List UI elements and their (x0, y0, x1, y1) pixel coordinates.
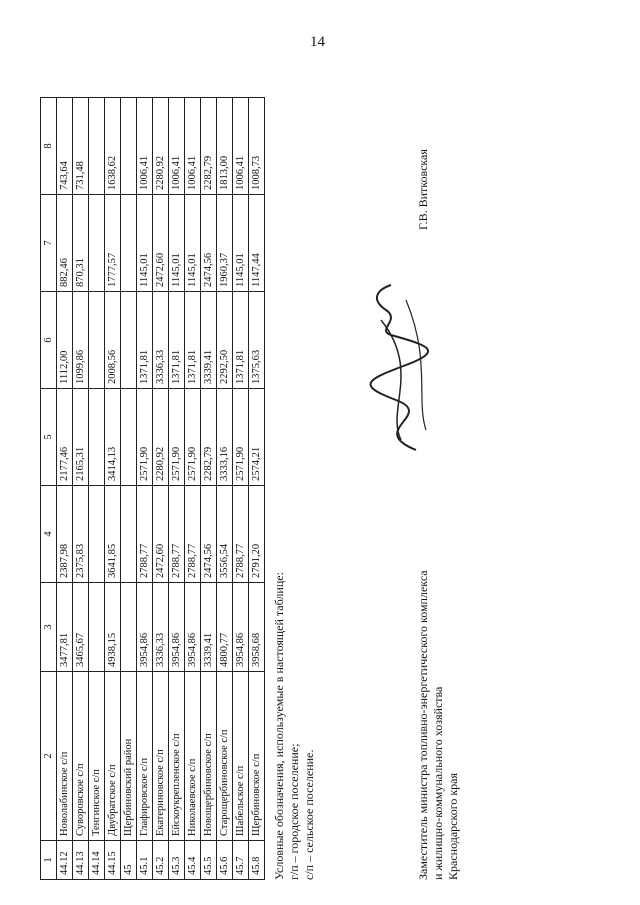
table-cell: 2571,90 (233, 389, 249, 486)
table-row (217, 98, 233, 880)
table-cell: 3954,86 (233, 583, 249, 672)
table-cell: 1371,81 (169, 292, 185, 389)
table-cell: 1371,81 (185, 292, 201, 389)
table-cell: 3954,86 (185, 583, 201, 672)
table-cell: 882,46 (57, 195, 73, 292)
signatory-position: Заместитель министра топливно-энергетического комплекса (416, 570, 430, 880)
table-cell: 1008,73 (249, 98, 265, 195)
table-cell: 45.5 (201, 841, 217, 880)
table-cell: 2474,56 (201, 195, 217, 292)
table-cell (89, 292, 105, 389)
table-cell: 1371,81 (137, 292, 153, 389)
table-cell: 2375,83 (73, 486, 89, 583)
table-cell: 1777,57 (105, 195, 121, 292)
table-row (121, 98, 137, 880)
table-cell: 3333,16 (217, 389, 233, 486)
table-cell: Щербиновский район (121, 672, 137, 841)
table-cell: 2165,31 (73, 389, 89, 486)
table-row (185, 98, 201, 880)
table-row (233, 98, 249, 880)
header-cell: 3 (41, 583, 57, 672)
header-cell: 5 (41, 389, 57, 486)
table-cell: 1006,41 (185, 98, 201, 195)
table-cell: Екатериновское с/п (153, 672, 169, 841)
table-cell: 45.3 (169, 841, 185, 880)
table-row (169, 98, 185, 880)
table-cell: Двубратское с/п (105, 672, 121, 841)
tariff-table (40, 97, 265, 880)
table-cell: 731,48 (73, 98, 89, 195)
table-row (105, 98, 121, 880)
table-cell: 2788,77 (169, 486, 185, 583)
table-cell: 4938,15 (105, 583, 121, 672)
table-cell: 2791,20 (249, 486, 265, 583)
table-row (89, 98, 105, 880)
table-cell: 1638,62 (105, 98, 121, 195)
table-cell: 2571,90 (137, 389, 153, 486)
table-cell: 45.1 (137, 841, 153, 880)
table-cell: 2788,77 (185, 486, 201, 583)
table-header-row (41, 98, 57, 880)
table-cell: 2571,90 (169, 389, 185, 486)
table-cell: 45.4 (185, 841, 201, 880)
header-cell: 7 (41, 195, 57, 292)
table-cell: 2472,60 (153, 486, 169, 583)
table-cell: 1145,01 (185, 195, 201, 292)
signatory-position: Краснодарского края (446, 772, 460, 880)
table-cell (89, 486, 105, 583)
table-cell (121, 583, 137, 672)
table-cell (121, 389, 137, 486)
table-cell: 1112,00 (57, 292, 73, 389)
header-cell: 1 (41, 841, 57, 880)
table-cell: 3414,13 (105, 389, 121, 486)
signatory-position: и жилищно-коммунального хозяйства (431, 686, 445, 880)
table-cell: 2788,77 (233, 486, 249, 583)
table-cell: 1813,00 (217, 98, 233, 195)
table-cell: 2280,92 (153, 389, 169, 486)
legend-line: с/п – сельское поселение. (302, 749, 316, 880)
table-cell: 44.12 (57, 841, 73, 880)
table-row (201, 98, 217, 880)
table-cell (89, 389, 105, 486)
table-cell: 3339,41 (201, 583, 217, 672)
table-cell: 3336,33 (153, 292, 169, 389)
table-cell: 1145,01 (137, 195, 153, 292)
table-cell: Глафировское с/п (137, 672, 153, 841)
table-cell: 1006,41 (137, 98, 153, 195)
table-cell: 4800,77 (217, 583, 233, 672)
table-cell: Новощербиновское с/п (201, 672, 217, 841)
table-cell: 2788,77 (137, 486, 153, 583)
table-row (153, 98, 169, 880)
table-cell: 2280,92 (153, 98, 169, 195)
table-cell: 3641,85 (105, 486, 121, 583)
table-cell: 44.14 (89, 841, 105, 880)
table-cell: Ейскоукрепленское с/п (169, 672, 185, 841)
legend-line: г/п – городское поселение; (287, 743, 301, 880)
table-cell (89, 583, 105, 672)
table-cell (121, 98, 137, 195)
table-cell: 1099,86 (73, 292, 89, 389)
table-cell (121, 486, 137, 583)
signature-block (416, 100, 461, 880)
header-cell: 6 (41, 292, 57, 389)
table-cell: 1147,44 (249, 195, 265, 292)
header-cell: 8 (41, 98, 57, 195)
table-cell (89, 195, 105, 292)
table-row (137, 98, 153, 880)
handwritten-signature (346, 280, 446, 460)
table-cell: 1145,01 (233, 195, 249, 292)
table-row (73, 98, 89, 880)
table-cell: 3336,33 (153, 583, 169, 672)
table-cell: 45.7 (233, 841, 249, 880)
table-cell: Новолабинское с/п (57, 672, 73, 841)
table-cell: 1371,81 (233, 292, 249, 389)
table-cell: 743,64 (57, 98, 73, 195)
table-cell: 1375,63 (249, 292, 265, 389)
table-cell (89, 98, 105, 195)
table-cell: 44.15 (105, 841, 121, 880)
table-cell: 45 (121, 841, 137, 880)
table-cell: 2571,90 (185, 389, 201, 486)
table-cell: 2282,79 (201, 98, 217, 195)
page-number: 14 (310, 34, 325, 50)
table-cell: 45.8 (249, 841, 265, 880)
table-cell: 2292,50 (217, 292, 233, 389)
table-cell: 870,31 (73, 195, 89, 292)
signatory-name: Г.В. Витковская (416, 149, 430, 230)
table-cell: 2008,56 (105, 292, 121, 389)
table-cell: 3477,81 (57, 583, 73, 672)
table-cell: Щербиновское с/п (249, 672, 265, 841)
table-cell: Николаевское с/п (185, 672, 201, 841)
table-cell: 2474,56 (201, 486, 217, 583)
table-cell: 3954,86 (137, 583, 153, 672)
table-cell: 45.6 (217, 841, 233, 880)
table-cell (121, 195, 137, 292)
table-cell: 2177,46 (57, 389, 73, 486)
legend-title: Условные обозначения, используемые в настоящей таблице: (272, 572, 286, 880)
table-cell: Шабельское с/п (233, 672, 249, 841)
legend (272, 572, 317, 880)
table-row (57, 98, 73, 880)
rotated-content (40, 60, 600, 880)
table-cell: 1006,41 (233, 98, 249, 195)
table-cell: 3556,54 (217, 486, 233, 583)
table-cell: 3954,86 (169, 583, 185, 672)
table-cell: 44.13 (73, 841, 89, 880)
table-cell: 2472,60 (153, 195, 169, 292)
table-cell: 1145,01 (169, 195, 185, 292)
table-cell: 3465,67 (73, 583, 89, 672)
table-cell: 2387,98 (57, 486, 73, 583)
table-cell: 1960,37 (217, 195, 233, 292)
table-cell: Тенгинское с/п (89, 672, 105, 841)
table-cell: 45.2 (153, 841, 169, 880)
table-cell: 2282,79 (201, 389, 217, 486)
header-cell: 2 (41, 672, 57, 841)
table-cell (121, 292, 137, 389)
table-row (249, 98, 265, 880)
table-cell: 3958,68 (249, 583, 265, 672)
table-cell: 3339,41 (201, 292, 217, 389)
table-cell: 2574,21 (249, 389, 265, 486)
table-cell: 1006,41 (169, 98, 185, 195)
table-cell: Старощербиновское с/п (217, 672, 233, 841)
table-cell: Суворовское с/п (73, 672, 89, 841)
header-cell: 4 (41, 486, 57, 583)
